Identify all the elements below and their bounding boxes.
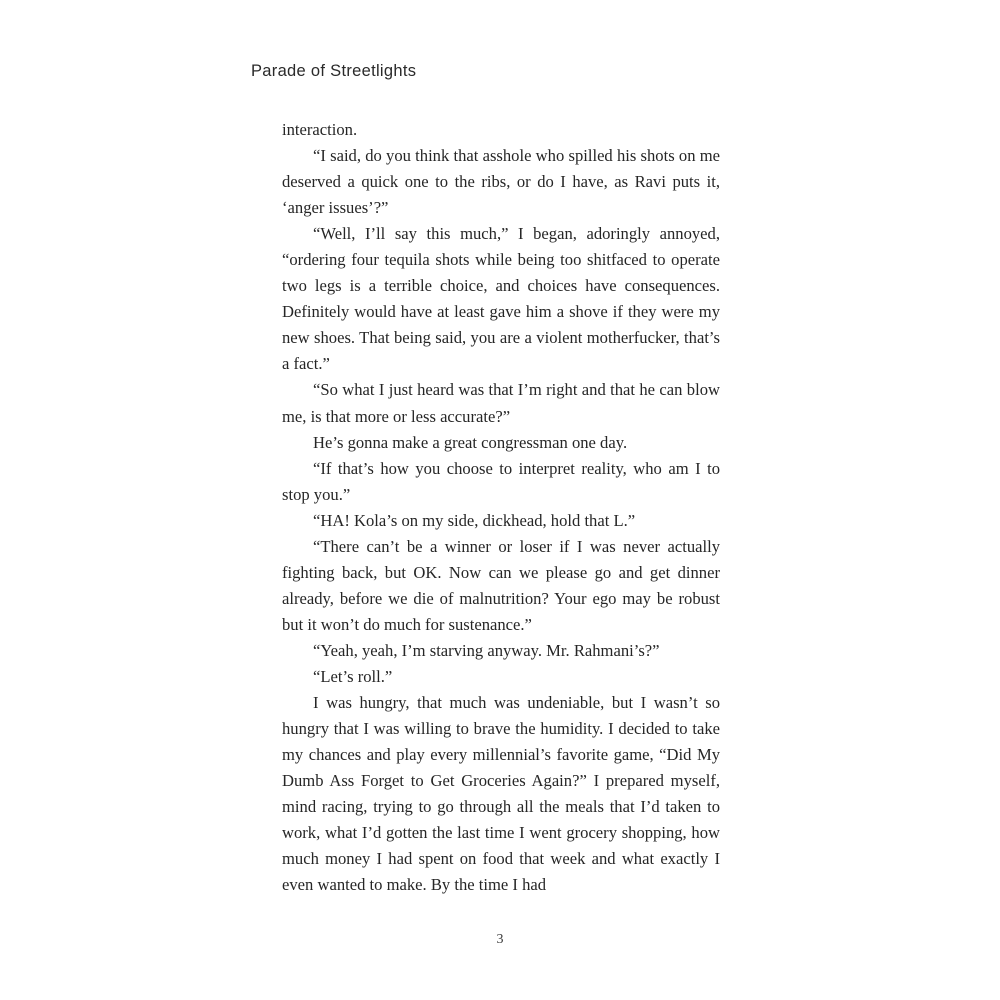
paragraph: “So what I just heard was that I’m right and that he can blow me, is that more or less accurate?” [282,380,720,426]
paragraph: “Well, I’ll say this much,” I began, adoringly annoyed, “ordering four tequila shots while being too shitfaced to operate two legs is a terrible choice, and choices have consequences. Definitely would have at least gave him a shove if they were my new shoes. That being said, you are a violent motherfucker, that’s a fact.” [282,224,720,374]
running-head: Parade of Streetlights [251,62,417,80]
page-number: 3 [496,932,504,947]
paragraph: “I said, do you think that asshole who spilled his shots on me deserved a quick one to the ribs, or do I have, as Ravi puts it, ‘anger issues’?” [282,146,720,218]
paragraph: “HA! Kola’s on my side, dickhead, hold that L.” [313,510,636,530]
paragraph-continuation: interaction. [282,120,358,139]
paragraph: “Yeah, yeah, I’m starving anyway. Mr. Rahmani’s?” [313,640,660,660]
paragraph: He’s gonna make a great congressman one day. [313,432,628,452]
paragraph: I was hungry, that much was undeniable, but I wasn’t so hungry that I was willing to brave the humidity. I decided to take my chances and play every millennial’s favorite game, “Did My Dumb Ass Forget to Get Groceries Again?” I prepared myself, mind racing, trying to go through all the meals that I’d taken to work, what I’d gotten the last time I went grocery shopping, how much money I had spent on food that week and what exactly I even wanted to make. By the time I had [282,693,720,895]
paragraph: “There can’t be a winner or loser if I was never actually fighting back, but OK. Now can we please go and get dinner already, before we die of malnutrition? Your ego may be robust but it won’t do much for sustenance.” [282,536,720,634]
paragraph: “If that’s how you choose to interpret reality, who am I to stop you.” [282,458,720,504]
paragraph: “Let’s roll.” [313,666,393,686]
body-text [282,117,720,898]
